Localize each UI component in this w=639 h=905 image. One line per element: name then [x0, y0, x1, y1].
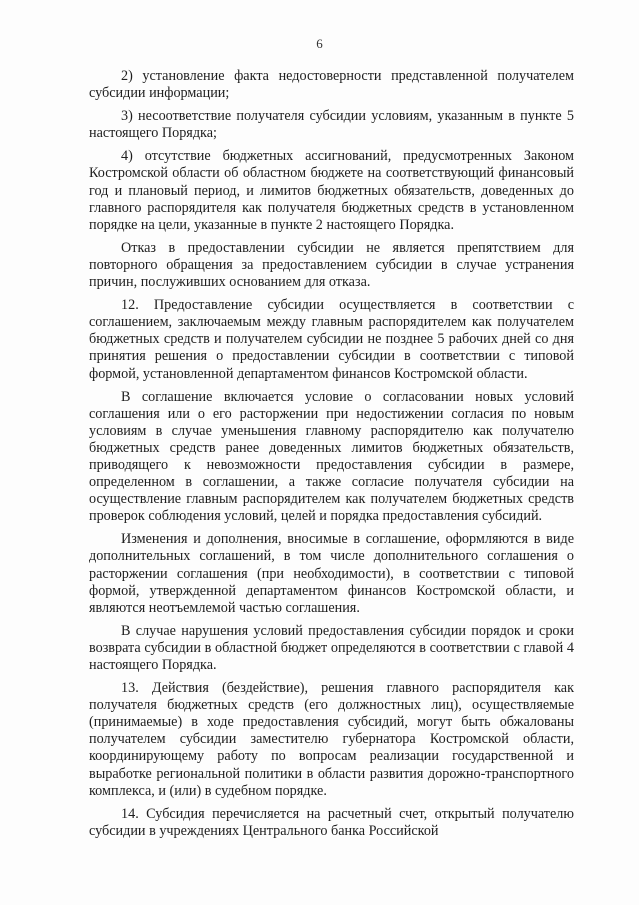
paragraph-violation: В случае нарушения условий предоставления субсидии порядок и сроки возврата субсидии в областной бюджет определяются в соответствии с главой 4 настоящего Порядка.	[89, 622, 574, 673]
paragraph-clause-12: 12. Предоставление субсидии осуществляется в соответствии с соглашением, заключаемым между главным распорядителем как получателем бюджетных средств и получателем субсидии не позднее 5 рабочих дней со дня принятия решения о предоставлении субсидии в соответствии с типовой формой, установленной департаментом финансов Костромской области.	[89, 297, 574, 382]
paragraph-item-2: 2) установление факта недостоверности представленной получателем субсидии информации;	[89, 68, 574, 102]
paragraph-agreement-conditions: В соглашение включается условие о согласовании новых условий соглашения или о его расторжении при недостижении согласия по новым условиям в случае уменьшения главному распорядителю как получателю бюджетных средств ранее доведенных лимитов бюджетных обязательств, приводящего к невозможности предоставления субсидии в размере, определенном в соглашении, а также согласие получателя субсидии на осуществление главным распорядителем как получателем бюджетных средств проверок соблюдения условий, целей и порядка предоставления субсидий.	[89, 388, 574, 525]
paragraph-item-3: 3) несоответствие получателя субсидии условиям, указанным в пункте 5 настоящего Порядка;	[89, 108, 574, 142]
paragraph-refusal: Отказ в предоставлении субсидии не является препятствием для повторного обращения за предоставлением субсидии в случае устранения причин, послуживших основанием для отказа.	[89, 239, 574, 291]
document-body	[89, 68, 574, 846]
paragraph-item-4: 4) отсутствие бюджетных ассигнований, предусмотренных Законом Костромской области об областном бюджете на соответствующий финансовый год и плановый период, и лимитов бюджетных обязательств, доведенных до главного распорядителя как получателя бюджетных средств в установленном порядке на цели, указанные в пункте 2 настоящего Порядка.	[89, 148, 574, 233]
page-number: 6	[316, 36, 323, 51]
paragraph-clause-13: 13. Действия (бездействие), решения главного распорядителя как получателя бюджетных средств (его должностных лиц), осуществляемые (принимаемые) в ходе предоставления субсидий, могут быть обжалованы получателем субсидии заместителю губернатора Костромской области, координирующему работу по вопросам реализации государственной и выработке региональной политики в области развития дорожно-транспортного комплекса, и (или) в судебном порядке.	[89, 680, 574, 799]
paragraph-clause-14: 14. Субсидия перечисляется на расчетный счет, открытый получателю субсидии в учреждениях Центрального банка Российской	[89, 805, 574, 839]
paragraph-amendments: Изменения и дополнения, вносимые в соглашение, оформляются в виде дополнительных соглашений, в том числе дополнительного соглашения о расторжении соглашения (при необходимости), в соответствии с типовой формой, утвержденной департаментом финансов Костромской области, и являются неотъемлемой частью соглашения.	[89, 531, 574, 616]
